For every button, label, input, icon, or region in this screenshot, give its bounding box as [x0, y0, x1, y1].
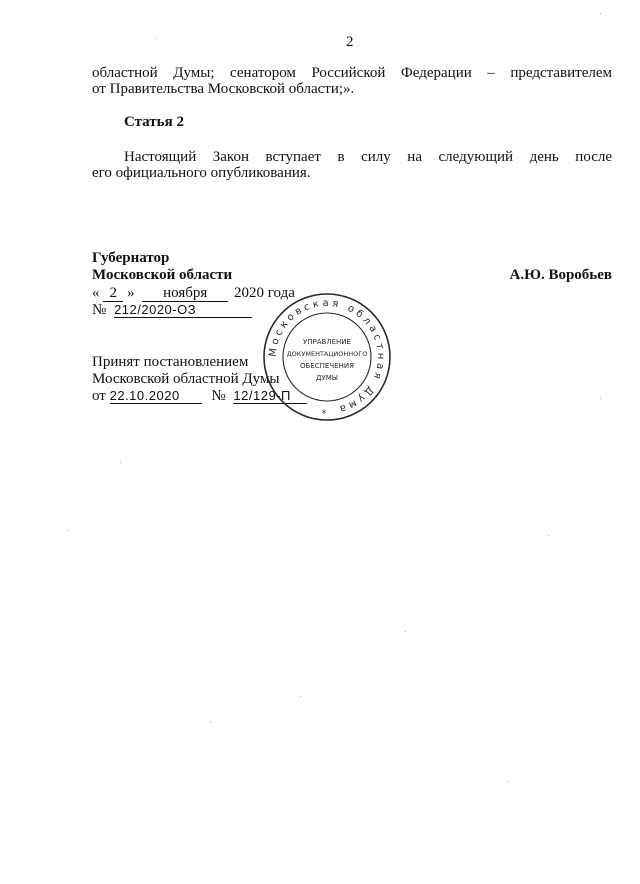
paragraph-2-line-1: Настоящий Закон вступает в силу на следующий день после [124, 149, 612, 165]
signatory-title-line-2: Московской области [92, 267, 233, 283]
date-close-quote: » [127, 285, 135, 301]
law-number-value: 212/2020-ОЗ [114, 302, 252, 318]
stamp-star: * [321, 409, 327, 419]
scan-speck [300, 696, 301, 697]
adoption-date-value: 22.10.2020 [110, 388, 202, 404]
article-heading: Статья 2 [124, 114, 184, 130]
scan-speck [120, 462, 121, 463]
law-number-sign: № [92, 302, 107, 318]
adoption-number-sign: № [211, 388, 226, 404]
adoption-from-label: от [92, 388, 106, 404]
paragraph-1-line-2: от Правительства Московской области;». [92, 81, 355, 97]
date-open-quote: « [92, 285, 100, 301]
date-day: 2 [103, 286, 123, 302]
scan-speck [600, 13, 601, 14]
adoption-line-2: Московской областной Думы [92, 371, 280, 387]
law-number [92, 300, 252, 320]
adoption-line-1: Принят постановлением [92, 354, 249, 370]
stamp-center-line-2: ДОКУМЕНТАЦИОННОГО [286, 350, 368, 358]
page-number: 2 [346, 34, 354, 50]
scan-speck [548, 535, 549, 536]
signatory-title-line-1: Губернатор [92, 250, 170, 266]
paragraph-1-line-1: областной Думы; сенатором Российской Федерации – представителем [92, 65, 612, 81]
stamp-center-line-3: ОБЕСПЕЧЕНИЯ [300, 362, 354, 370]
adoption-number-value: 12/129-П [233, 388, 307, 404]
scan-speck [210, 722, 211, 723]
signatory-name: А.Ю. Воробьев [509, 267, 612, 283]
paragraph-2-line-2: его официального опубликования. [92, 165, 311, 181]
stamp-ring-textpath: Московская областная Дума [267, 297, 387, 416]
stamp-center-line-4: ДУМЫ [316, 374, 338, 382]
scan-speck [405, 631, 406, 632]
stamp-center-line-1: УПРАВЛЕНИЕ [303, 338, 351, 346]
scan-speck [68, 530, 69, 531]
official-stamp [262, 292, 392, 422]
scan-speck [508, 781, 509, 782]
scan-speck [600, 398, 601, 399]
date-year: 2020 года [234, 285, 295, 301]
scan-speck [155, 38, 156, 39]
date-month: ноября [142, 286, 228, 302]
